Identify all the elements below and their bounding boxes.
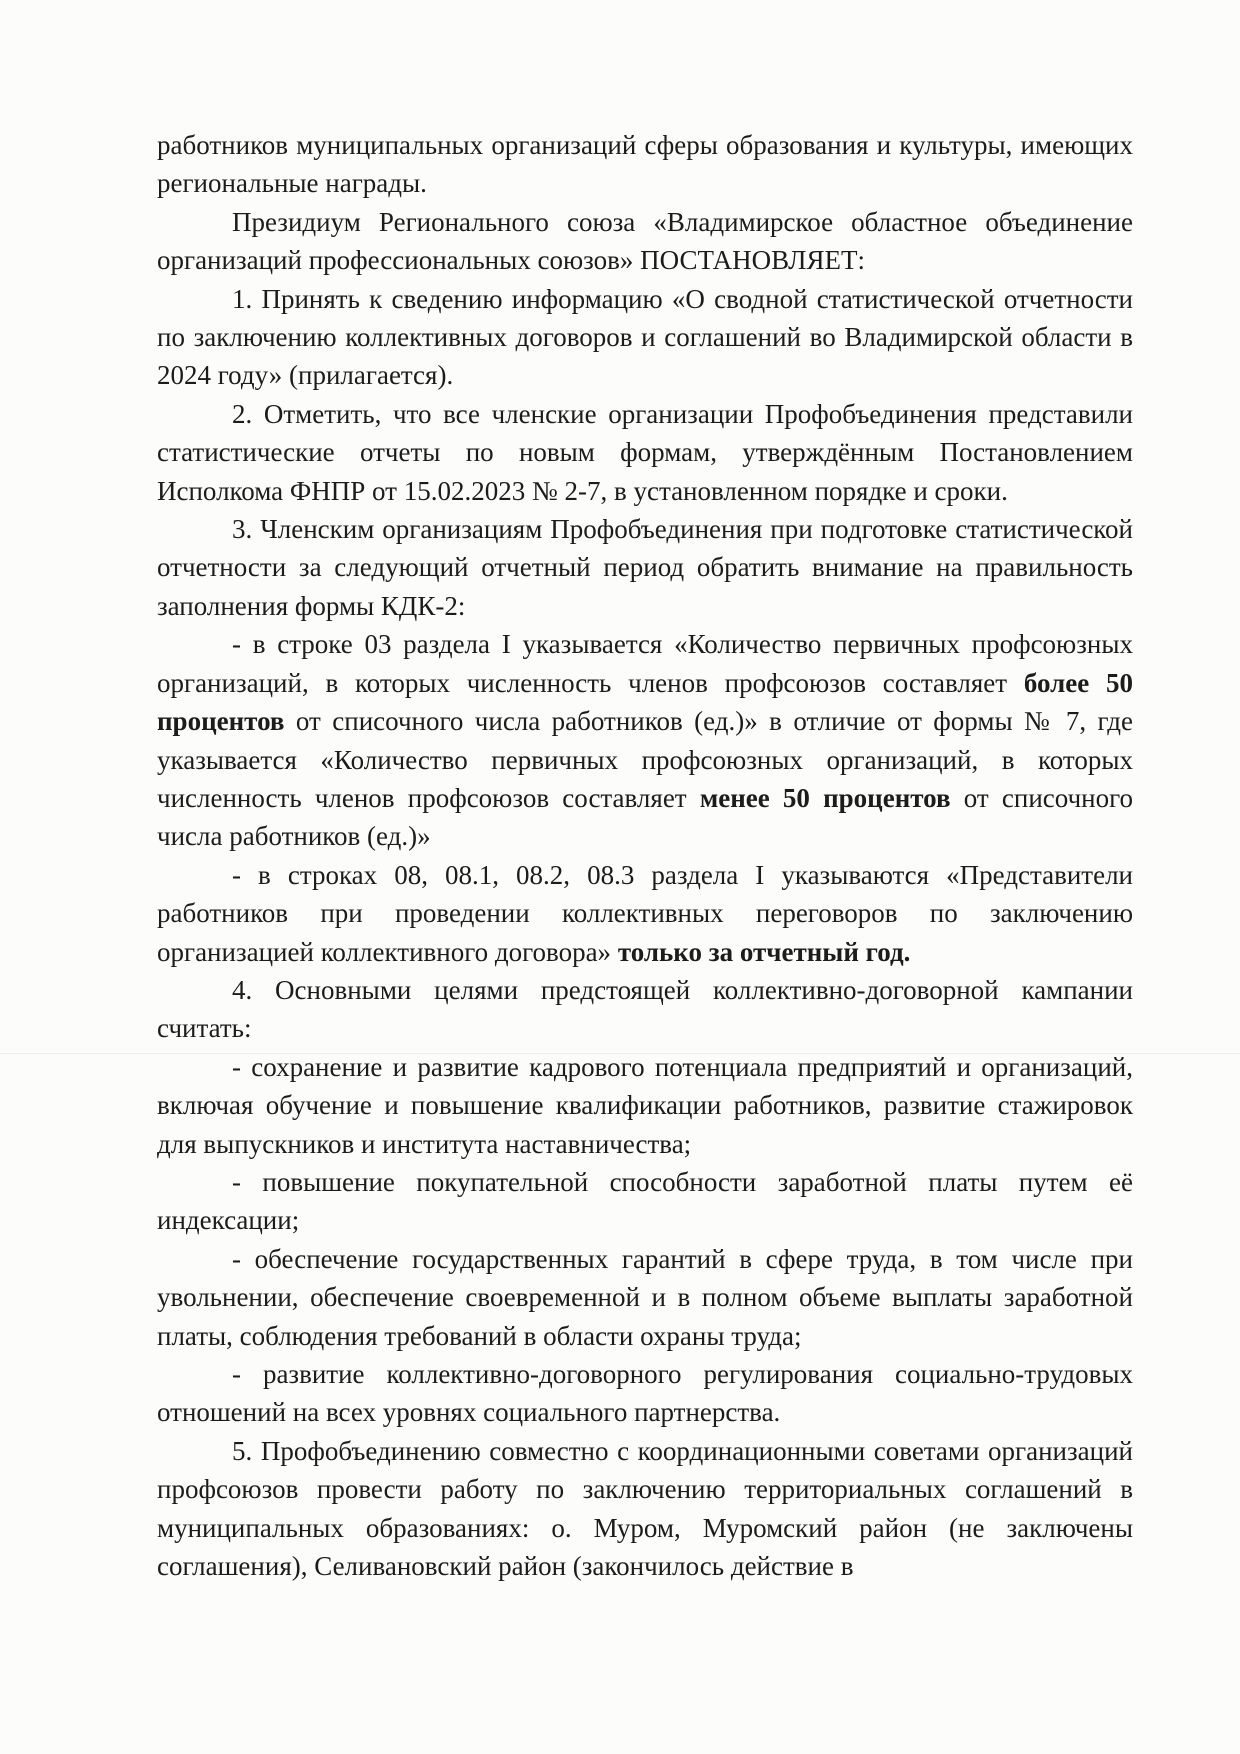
bold-text-segment: более 50 процентов	[157, 667, 1133, 737]
paragraph-goal-2: - повышение покупательной способности заработной платы путем её индексации;	[157, 1166, 1133, 1236]
paragraph-item-3: 3. Членским организациям Профобъединения при подготовке статистической отчетности за следующий отчетный период обратить внимание на правильность заполнения формы КДК-2:	[157, 514, 1133, 621]
paragraph-item-2: 2. Отметить, что все членские организации Профобъединения представили статистические отчеты по новым формам, утверждённым Постановлением Исполкома ФНПР от 15.02.2023 № 2-7, в установленном порядке и сроки.	[157, 398, 1133, 506]
paragraph-item-3-line-08	[157, 856, 1133, 971]
paragraph-presidium-resolution: Президиум Регионального союза «Владимирское областное объединение организаций профессиональных союзов» ПОСТАНОВЛЯЕТ:	[157, 206, 1133, 276]
text-segment: - в строках 08, 08.1, 08.2, 08.3 раздела I указываются «Представители работников при проведении коллективных переговоров по заключению организацией коллективного договора»	[157, 859, 1133, 967]
text-segment: от списочного числа работников (ед.)» в отличие от формы № 7, где указывается «Количество первичных профсоюзных организаций, в которых численность членов профсоюзов составляет	[157, 706, 1133, 813]
paragraph-item-3-line-03	[157, 625, 1133, 855]
paragraph-item-5: 5. Профобъединению совместно с координационными советами организаций профсоюзов провести работу по заключению территориальных соглашений в муниципальных образованиях: о. Муром, Муромский район (не заключены соглашения), Селивановский район (закончилось действие в	[157, 1435, 1133, 1582]
text-segment: - в строке 03 раздела I указывается «Количество первичных профсоюзных организаций, в которых численность членов профсоюзов составляет	[157, 629, 1133, 698]
document-body	[157, 126, 1133, 1585]
bold-text-segment: менее 50 процентов	[699, 782, 951, 813]
paragraph-continuation: работников муниципальных организаций сферы образования и культуры, имеющих региональные награды.	[157, 130, 1133, 199]
bold-text-segment: только за отчетный год.	[617, 936, 911, 967]
paragraph-goal-3: - обеспечение государственных гарантий в сфере труда, в том числе при увольнении, обеспечение своевременной и в полном объеме выплаты заработной платы, соблюдения требований в области охраны труда;	[157, 1243, 1133, 1351]
paragraph-goal-4: - развитие коллективно-договорного регулирования социально-трудовых отношений на всех уровнях социального партнерства.	[157, 1359, 1133, 1428]
paragraph-item-1: 1. Принять к сведению информацию «О сводной статистической отчетности по заключению коллективных договоров и соглашений во Владимирской области в 2024 году» (прилагается).	[157, 283, 1133, 391]
text-segment: от списочного числа работников (ед.)»	[157, 782, 1133, 852]
paragraph-goal-1: - сохранение и развитие кадрового потенциала предприятий и организаций, включая обучение и повышение квалификации работников, развитие стажировок для выпускников и института наставничества;	[157, 1051, 1133, 1159]
paragraph-item-4: 4. Основными целями предстоящей коллективно-договорной кампании считать:	[157, 974, 1133, 1044]
